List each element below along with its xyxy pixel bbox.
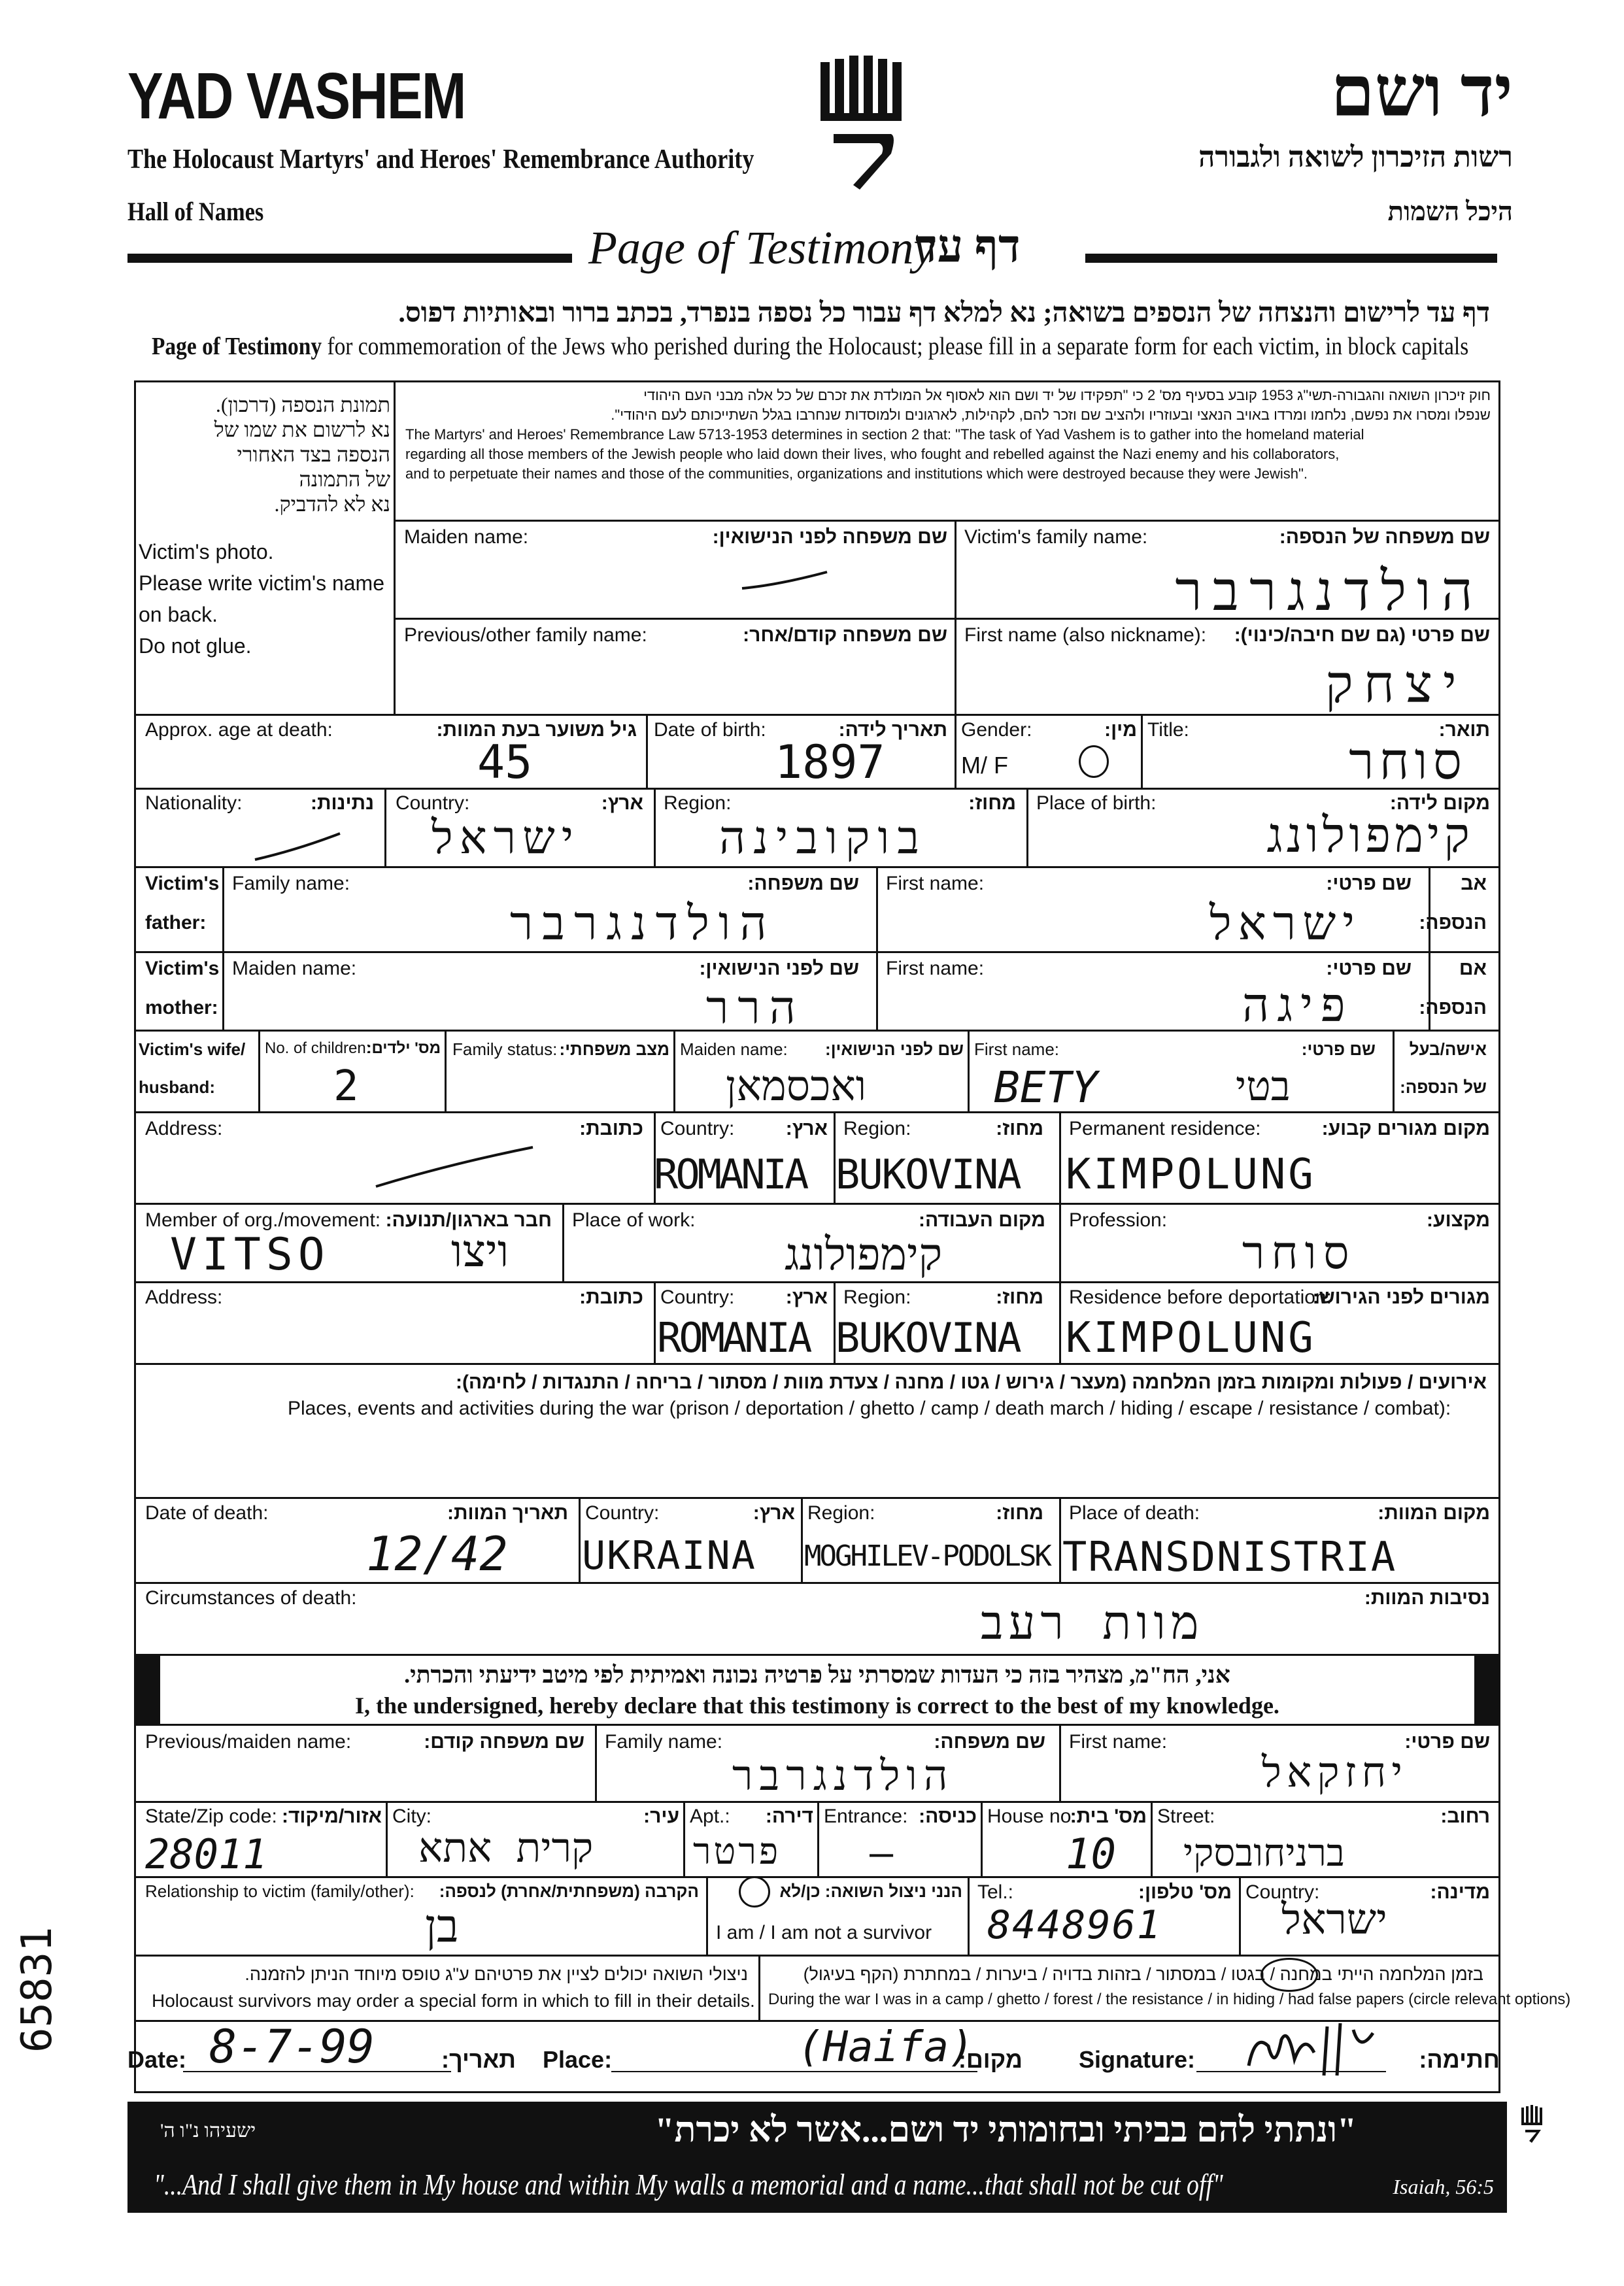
sub-family-label-he: שם משפחה: — [934, 1731, 1045, 1753]
law-he-1: חוק זיכרון השואה והגבורה-תשי"ג 1953 קובע בסעיף מס' 2 כי "תפקידו של יד ושם הוא לאסוף אל המולדת את זכרם של כל אלה מבני העם היהודי — [643, 387, 1491, 403]
perm-label: Permanent residence: — [1069, 1118, 1261, 1139]
death-region[interactable]: MOGHILEV-PODOLSK — [804, 1539, 1050, 1573]
address-label-he: כתובת: — [579, 1118, 643, 1139]
survivor-label-en[interactable]: I am / I am not a survivor — [716, 1922, 932, 1943]
wife-first-name-en[interactable]: BETY — [994, 1062, 1098, 1113]
age-label-he: גיל משוער בעת המוות: — [436, 719, 637, 741]
wife-maiden-label: Maiden name: — [680, 1039, 788, 1059]
address-dash — [373, 1144, 536, 1190]
title-label-he: תואר: — [1438, 719, 1490, 741]
events-label-he: אירועים / פעולות ומקומות בזמן המלחמה (מעצר / גירוש / גטו / מחנה / צעדת מוות / מסתור / בריחה / התנגדות / לחימה): — [455, 1371, 1487, 1393]
perm-label-he: מקום מגורים קבוע: — [1321, 1118, 1490, 1139]
gender-label: Gender: — [961, 719, 1032, 741]
country2-label-he: מדינה: — [1430, 1881, 1490, 1903]
pod-label: Place of death: — [1069, 1502, 1200, 1524]
prev-maiden-label-he: שם משפחה קודם: — [424, 1731, 584, 1753]
wife-first-label: First name: — [974, 1039, 1060, 1059]
entrance-value[interactable]: — — [870, 1830, 894, 1876]
zip-value[interactable]: 28011 — [145, 1830, 267, 1878]
addr-country[interactable]: ROMANIA — [654, 1151, 807, 1198]
tel-label-he: מס' טלפון: — [1138, 1881, 1232, 1903]
res-region-label-he: מחוז: — [996, 1286, 1043, 1308]
region-label-he: מחוז: — [968, 792, 1016, 814]
col-line — [579, 1497, 581, 1582]
prev-maiden-label: Previous/maiden name: — [145, 1731, 352, 1753]
col-line — [706, 1876, 708, 1955]
col-line — [384, 788, 386, 866]
mother-label-he-2: הנספה: — [1419, 997, 1487, 1018]
col-line — [955, 520, 956, 714]
address2-label: Address: — [145, 1286, 223, 1308]
father-family-label-he: שם משפחה: — [747, 873, 859, 894]
res-before-label: Residence before deportation: — [1069, 1286, 1332, 1308]
header-hall-he: היכל השמות — [1387, 197, 1513, 226]
res-place[interactable]: KIMPOLUNG — [1066, 1314, 1316, 1362]
law-en-1: The Martyrs' and Heroes' Remembrance Law 5713-1953 determines in section 2 that: "The task of Yad Vashem is to gather into the homeland material — [405, 426, 1364, 443]
sub-family-label: Family name: — [605, 1731, 723, 1753]
row-line — [134, 951, 1500, 953]
mother-maiden-name[interactable]: הרר — [706, 981, 805, 1034]
col-line — [1151, 1801, 1153, 1876]
prev-name-label: Previous/other family name: — [404, 624, 647, 646]
father-label-he: אב — [1461, 873, 1487, 894]
prev-name-label-he: שם משפחה קודם/אחר: — [743, 624, 947, 646]
addr-region-label-he: מחוז: — [996, 1118, 1043, 1139]
street-label-he: רחוב: — [1440, 1806, 1490, 1827]
col-line — [1059, 1203, 1061, 1281]
tel-value[interactable]: 8448961 — [987, 1902, 1162, 1948]
wife-label-he-2: של הנספה: — [1400, 1077, 1487, 1097]
margin-number: 65831 — [13, 1926, 61, 2053]
apt-value[interactable]: פרטר — [693, 1830, 781, 1873]
profession-label: Profession: — [1069, 1209, 1168, 1231]
nationality-label: Nationality: — [145, 792, 243, 814]
mother-label: Victim's — [145, 958, 220, 979]
col-line — [955, 714, 956, 788]
during-en: During the war I was in a camp / ghetto / forest / the resistance / in hiding / had false papers (circle relevant options) — [768, 1991, 1571, 2008]
signature-label-he: חתימה: — [1419, 2046, 1500, 2073]
nationality-label-he: נתינות: — [310, 792, 374, 814]
place-label: Place: — [543, 2046, 613, 2073]
row-line — [134, 1582, 1500, 1584]
death-country[interactable]: UKRAINA — [582, 1533, 756, 1579]
photo-he-3: הנספה בצד האחורי — [237, 443, 390, 466]
father-first-label-he: שם פרטי: — [1326, 873, 1412, 894]
maiden-dash — [739, 569, 830, 595]
mother-label-he: אם — [1459, 958, 1487, 979]
events-label-en: Places, events and activities during the war (prison / deportation / ghetto / camp / death march / hiding / escape / resistance / combat): — [288, 1398, 1451, 1419]
col-line — [1393, 1030, 1395, 1111]
instructions-en-bold: Page of Testimony — [152, 333, 322, 360]
member-value-he[interactable]: ויצו — [451, 1226, 509, 1277]
during-he: בזמן המלחמה הייתי במחנה / בגטו / במסתור / בזהות בדויה / ביערות / במחתרת (הקף בעיגול) — [803, 1964, 1483, 1984]
header-subtitle-he: רשות הזיכרון לשואה ולגבורה — [1198, 141, 1513, 173]
res-region-label: Region: — [843, 1286, 911, 1308]
mother-first-label: First name: — [886, 958, 985, 979]
pod-label-he: מקום המוות: — [1378, 1502, 1490, 1524]
row-line — [134, 1203, 1500, 1205]
col-line — [968, 1030, 970, 1111]
title-value[interactable]: סוחר — [1349, 732, 1467, 791]
country2-label: Country: — [1245, 1881, 1320, 1903]
address2-label-he: כתובת: — [579, 1286, 643, 1308]
children-label-he: מס' ילדים: — [366, 1039, 441, 1057]
photo-he-2: נא לרשום את שמו של — [214, 418, 390, 441]
photo-en-2: Please write victim's name — [139, 571, 384, 595]
birth-region[interactable]: בוקובינה — [719, 811, 928, 864]
footer-ref-en: Isaiah, 56:5 — [1393, 2175, 1494, 2198]
house-no-label: House no.: — [987, 1806, 1083, 1827]
row-line — [134, 1876, 1500, 1878]
relationship-label-he: הקרבה (משפחתית/אחרת) לנספה: — [439, 1881, 699, 1901]
city-value[interactable]: קרית אתא — [418, 1824, 594, 1872]
country-label: Country: — [396, 792, 470, 814]
declaration-he: אני, הח"מ, מצהיר בזה כי העדות שמסרתי על פרטיה נכונה ואמיתית לפי מיטב ידיעתי והכרתי. — [404, 1662, 1230, 1688]
date-label: Date: — [127, 2046, 187, 2073]
col-line — [445, 1030, 447, 1111]
entrance-label-he: כניסה: — [919, 1806, 977, 1827]
dob-value[interactable]: 1897 — [775, 735, 885, 789]
death-place[interactable]: TRANSDNISTRIA — [1062, 1533, 1397, 1581]
wife-label: Victim's wife/ — [139, 1039, 246, 1059]
survivor-circle — [739, 1876, 770, 1908]
wife-label-2: husband: — [139, 1077, 215, 1097]
relationship-value[interactable]: בן — [425, 1899, 459, 1953]
father-label-he-2: הנספה: — [1419, 912, 1487, 933]
father-label: Victim's — [145, 873, 220, 894]
instructions-he: דף עד לרישום והנצחה של הנספים בשואה; נא למלא דף עבור כל נספה בנפרד, בכתב ברור ובאותיות דפוס. — [398, 298, 1490, 328]
sub-first-label-he: שם פרטי: — [1404, 1731, 1490, 1753]
pob-label-he: מקום לידה: — [1389, 792, 1490, 814]
region-label: Region: — [664, 792, 732, 814]
dod-value[interactable]: 12/42 — [366, 1526, 508, 1581]
father-first-name[interactable]: ישראל — [1210, 896, 1362, 950]
street-value[interactable]: ברניחובסקי — [1183, 1830, 1345, 1875]
death-region-label-he: מחוז: — [996, 1502, 1043, 1524]
profession-value[interactable]: סוחר — [1242, 1226, 1356, 1279]
law-en-3: and to perpetuate their names and those of the communities, organizations and institutions which were destroyed because they were Jewish". — [405, 465, 1308, 482]
declaration-bar — [134, 1654, 1500, 1726]
photo-he-4: של התמונה — [299, 467, 390, 491]
wife-first-label-he: שם פרטי: — [1301, 1039, 1376, 1059]
tel-label: Tel.: — [977, 1881, 1014, 1903]
wife-label-he: אישה/בעל — [1409, 1039, 1487, 1059]
house-no-label-he: מס' בית: — [1070, 1806, 1147, 1827]
survivors-en: Holocaust survivors may order a special form in which to fill in their details. — [152, 1991, 755, 2011]
col-line — [1239, 1876, 1241, 1955]
instructions-en — [152, 332, 1468, 361]
during-camp-circle — [1260, 1958, 1318, 1992]
victim-family-name[interactable]: הולדנגרבר — [1175, 559, 1483, 623]
city-label: City: — [392, 1806, 431, 1827]
address-label: Address: — [145, 1118, 223, 1139]
circ-value[interactable]: מוות רעב — [981, 1595, 1204, 1650]
maiden-name-label: Maiden name: — [404, 526, 529, 548]
col-line — [683, 1801, 685, 1876]
row-line — [134, 714, 1500, 716]
header-subtitle-en: The Holocaust Martyrs' and Heroes' Remembrance Authority — [127, 144, 754, 175]
wife-first-name-he[interactable]: בטי — [1236, 1062, 1291, 1110]
header-title-he: יד ושם — [1330, 54, 1513, 131]
col-line — [968, 1876, 970, 1955]
col-line — [758, 1955, 760, 2020]
relationship-label: Relationship to victim (family/other): — [145, 1881, 414, 1901]
dob-label: Date of birth: — [654, 719, 766, 741]
photo-en-1: Victim's photo. — [139, 540, 274, 563]
profession-label-he: מקצוע: — [1427, 1209, 1490, 1231]
birth-country[interactable]: ישראל — [431, 811, 581, 864]
city-label-he: עיר: — [643, 1806, 679, 1827]
footer-logo-small — [1520, 2105, 1546, 2144]
col-line — [817, 1801, 819, 1876]
row-line — [134, 1281, 1500, 1283]
workplace-label-he: מקום העבודה: — [918, 1209, 1045, 1231]
res-country-label-he: ארץ: — [785, 1286, 828, 1308]
age-label: Approx. age at death: — [145, 719, 333, 741]
family-status-label-he: מצב משפחתי: — [559, 1039, 669, 1059]
country-label-he: ארץ: — [601, 792, 643, 814]
place-label-he: מקום: — [958, 2046, 1023, 2073]
addr-country-label: Country: — [660, 1118, 735, 1139]
member-label: Member of org./movement: — [145, 1209, 381, 1231]
circ-label-he: נסיבות המוות: — [1364, 1587, 1490, 1609]
family-name-label: Victim's family name: — [964, 526, 1148, 548]
father-label-2: father: — [145, 912, 207, 933]
col-line — [654, 788, 656, 866]
signature-label: Signature: — [1079, 2046, 1196, 2073]
res-country-label: Country: — [660, 1286, 735, 1308]
row-line — [134, 866, 1500, 868]
instructions-en-rest: for commemoration of the Jews who perished during the Holocaust; please fill in a separate form for each victim, in block capitals — [322, 333, 1469, 360]
gender-label-he: מין: — [1104, 719, 1137, 741]
date-value[interactable]: 8-7-99 — [209, 2020, 375, 2074]
page-title-he: דף עד — [915, 222, 1021, 272]
page-title-en: Page of Testimony — [588, 222, 935, 274]
declaration-en: I, the undersigned, hereby declare that this testimony is correct to the best of my knowledge. — [355, 1692, 1279, 1719]
photo-he-5: נא לא להדביק. — [274, 492, 390, 516]
nationality-dash — [252, 830, 343, 863]
header-title-en: YAD VASHEM — [127, 59, 465, 133]
street-label: Street: — [1157, 1806, 1215, 1827]
addr-country-label-he: ארץ: — [785, 1118, 828, 1139]
col-line — [1059, 1111, 1061, 1203]
photo-divider — [394, 380, 396, 714]
col-line — [876, 866, 878, 1030]
col-line — [562, 1203, 564, 1281]
mother-label-2: mother: — [145, 997, 218, 1018]
res-region[interactable]: BUKOVINA — [836, 1314, 1021, 1362]
col-line — [1026, 788, 1028, 866]
col-line — [801, 1497, 803, 1582]
sub-first-label: First name: — [1069, 1731, 1168, 1753]
addr-region-label: Region: — [843, 1118, 911, 1139]
birth-place[interactable]: קימפולונג — [1266, 807, 1474, 864]
footer-ref-he: ישעיהו נ"ו ה' — [160, 2120, 256, 2142]
mother-first-name[interactable]: פיגה — [1242, 977, 1353, 1032]
row-line — [394, 520, 1500, 522]
photo-en-4: Do not glue. — [139, 634, 252, 658]
pob-label: Place of birth: — [1036, 792, 1157, 814]
apt-label-he: דירה: — [765, 1806, 813, 1827]
header-hall-en: Hall of Names — [127, 197, 264, 226]
gender-circle — [1079, 745, 1109, 778]
photo-en-3: on back. — [139, 603, 218, 626]
law-he-2: שנפלו ומסרו את נפשם, נלחמו ומרדו באויב הנאצי ובעוזריו ולהציב שם וזכר להם, לקהילות, לארגונים ולמוסדות שנחרבו בגלל השתייכותם לעם היהודי". — [611, 407, 1491, 423]
wife-maiden-label-he: שם לפני הנישואין: — [825, 1039, 964, 1059]
wife-maiden-name[interactable]: ואכסמאן — [726, 1062, 867, 1111]
col-line — [222, 866, 224, 1030]
death-country-label: Country: — [585, 1502, 660, 1524]
mother-first-label-he: שם פרטי: — [1326, 958, 1412, 979]
family-name-label-he: שם משפחה של הנספה: — [1279, 526, 1490, 548]
survivors-he: ניצולי השואה יכולים לציין את פרטיהם ע"ג טופס מיוחד הניתן להזמנה. — [245, 1964, 748, 1984]
father-family-label: Family name: — [232, 873, 350, 894]
header-rule-right — [1085, 254, 1497, 263]
law-text — [405, 386, 1491, 484]
col-line — [386, 1801, 388, 1876]
death-region-label: Region: — [807, 1502, 875, 1524]
header-rule-left — [127, 254, 572, 263]
victim-first-name[interactable]: יצחק — [1325, 654, 1467, 714]
sub-first-name[interactable]: יחזקאל — [1262, 1749, 1408, 1797]
zip-label-he: אזור/מיקוד: — [281, 1806, 382, 1827]
addr-region[interactable]: BUKOVINA — [836, 1151, 1021, 1198]
date-label-he: תאריך: — [441, 2046, 516, 2073]
children-count[interactable]: 2 — [333, 1062, 359, 1111]
dob-label-he: תאריך לידה: — [838, 719, 947, 741]
addr-perm[interactable]: KIMPOLUNG — [1066, 1151, 1316, 1199]
zip-label: State/Zip code: — [145, 1806, 277, 1827]
col-line — [646, 714, 648, 788]
col-line — [1059, 1726, 1061, 1801]
row-line — [134, 1363, 1500, 1365]
dod-label: Date of death: — [145, 1502, 269, 1524]
entrance-label: Entrance: — [824, 1806, 908, 1827]
title-label: Title: — [1147, 719, 1189, 741]
footer-bar — [127, 2102, 1507, 2213]
dod-label-he: תאריך המוות: — [447, 1502, 568, 1524]
gender-options[interactable]: M/ F — [961, 752, 1008, 779]
first-name-label-he: שם פרטי (גם שם חיבה/כינוי): — [1234, 624, 1490, 646]
apt-label: Apt.: — [690, 1806, 730, 1827]
col-line — [258, 1030, 260, 1111]
mother-maiden-label-he: שם לפני הנישואין: — [699, 958, 859, 979]
place-value[interactable]: (Haifa) — [798, 2023, 974, 2072]
col-line — [595, 1726, 597, 1801]
footer-quote-en: "...And I shall give them in My house and within My walls a memorial and a name...that shall not be cut off" — [154, 2168, 1223, 2201]
member-value[interactable]: VITSO — [170, 1229, 330, 1281]
workplace-value[interactable]: קימפולונג — [785, 1229, 943, 1281]
country2-value[interactable]: ישראל — [1281, 1896, 1387, 1944]
col-line — [981, 1801, 983, 1876]
mother-maiden-label: Maiden name: — [232, 958, 357, 979]
sub-family-name[interactable]: הולדנגרבר — [732, 1752, 955, 1800]
age-value[interactable]: 45 — [477, 735, 533, 789]
house-no-value[interactable]: 10 — [1066, 1830, 1117, 1879]
col-line — [673, 1030, 675, 1111]
father-first-label: First name: — [886, 873, 985, 894]
col-line — [654, 1281, 656, 1363]
father-family-name[interactable]: הולדנגרבר — [510, 896, 776, 950]
signature-mark — [1242, 2020, 1386, 2079]
res-before-label-he: מגורים לפני הגירוש: — [1312, 1286, 1490, 1308]
member-label-he: חבר בארגון/תנועה: — [385, 1209, 552, 1231]
maiden-name-label-he: שם משפחה לפני הנישואין: — [712, 526, 947, 548]
survivor-label-he: הנני ניצול השואה: כן/לא — [779, 1881, 962, 1901]
res-country[interactable]: ROMANIA — [657, 1314, 810, 1362]
footer-quote-he: "ונתתי להם בביתי ובחומותי יד ושם...אשר לא יכרת" — [654, 2110, 1357, 2149]
circ-label: Circumstances of death: — [145, 1587, 357, 1609]
col-line — [1141, 714, 1143, 788]
photo-box — [139, 392, 390, 662]
row-line — [134, 1497, 1500, 1499]
photo-he-1: תמונת הנספה (דרכון). — [215, 393, 390, 416]
col-line — [1059, 1281, 1061, 1363]
first-name-label: First name (also nickname): — [964, 624, 1207, 646]
death-country-label-he: ארץ: — [753, 1502, 795, 1524]
row-line — [134, 1111, 1500, 1113]
family-status-label: Family status: — [452, 1039, 558, 1059]
workplace-label: Place of work: — [572, 1209, 696, 1231]
children-label: No. of children: — [265, 1039, 371, 1057]
col-line — [1059, 1497, 1061, 1582]
law-en-2: regarding all those members of the Jewish people who laid down their lives, who fought and rebelled against the Nazi enemy and his collaborators, — [405, 446, 1340, 462]
yad-vashem-logo — [814, 56, 919, 196]
row-line — [134, 1955, 1500, 1957]
